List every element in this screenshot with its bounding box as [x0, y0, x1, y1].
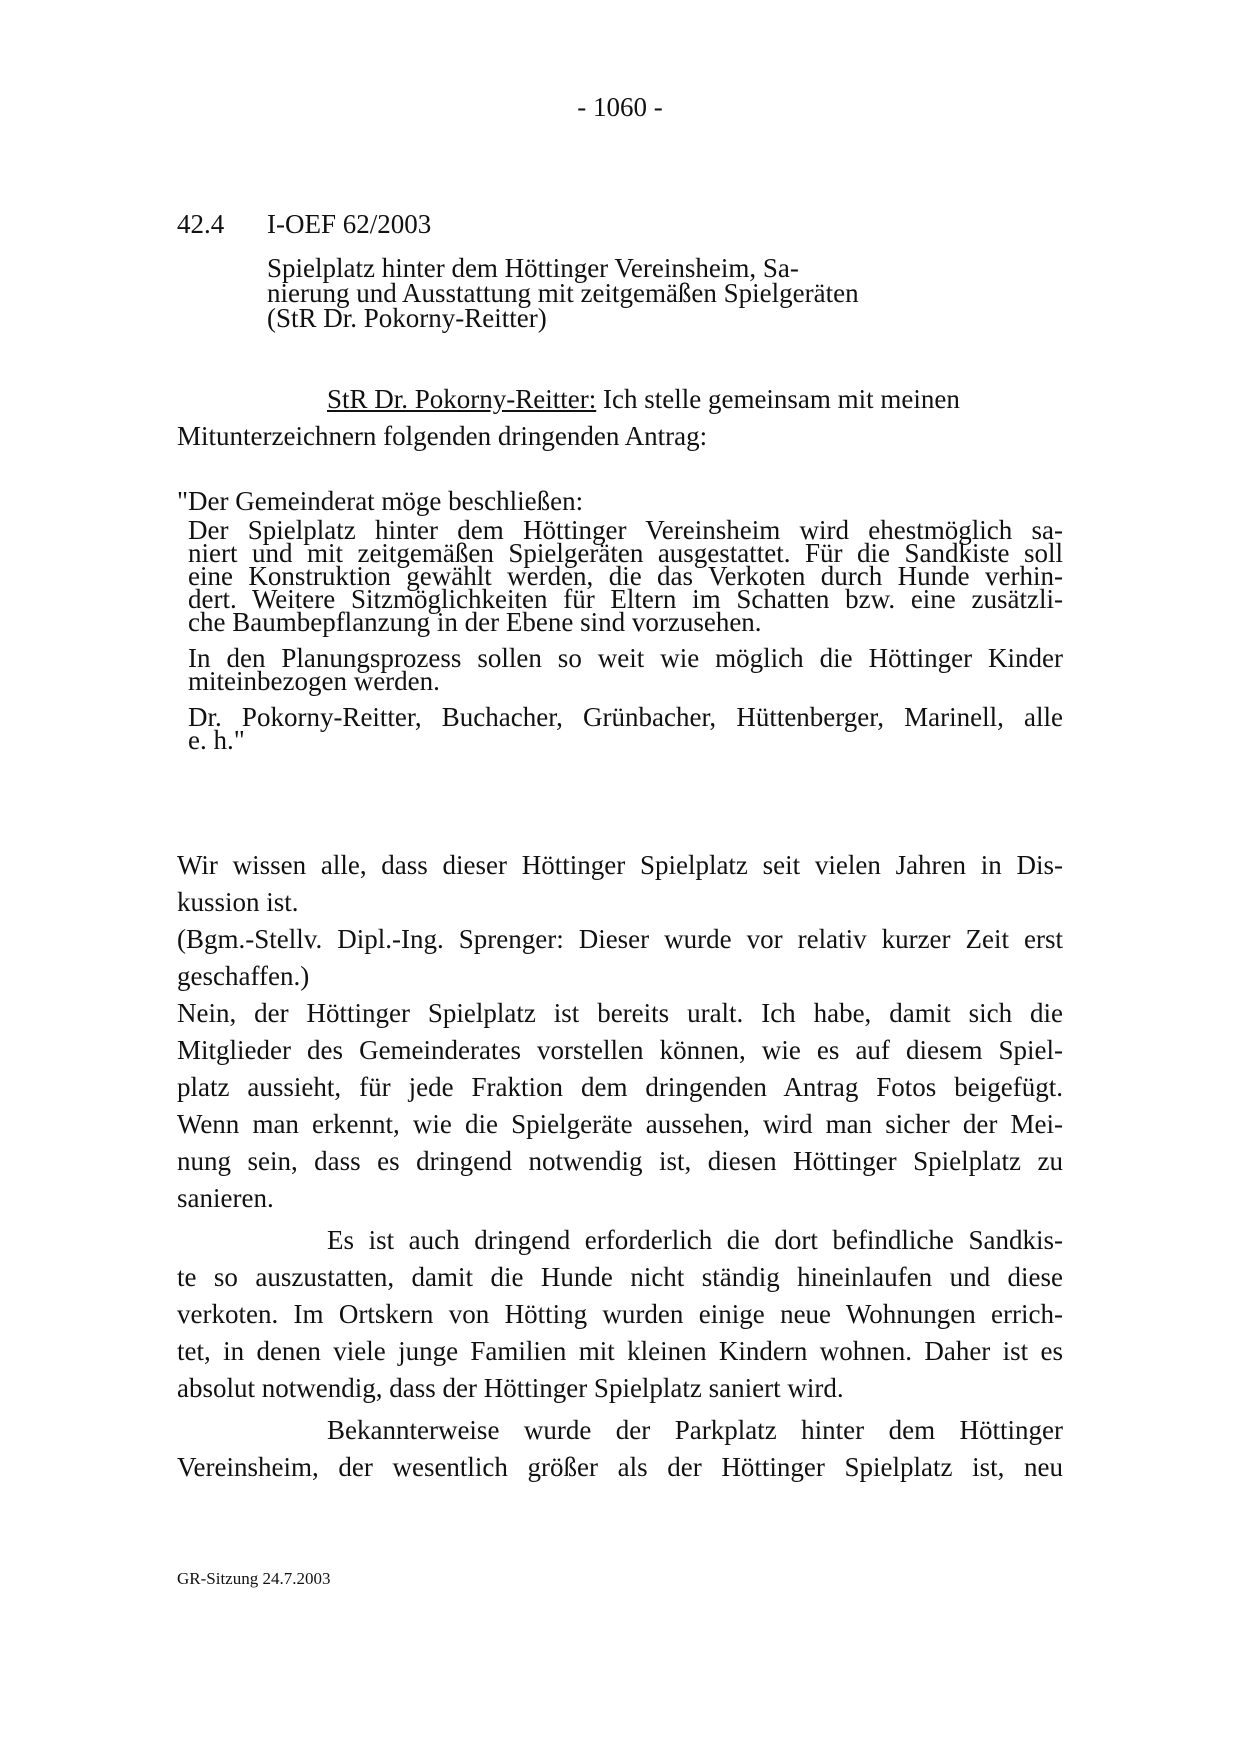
body-line: Mitglieder des Gemeinderates vorstellen können, wie es auf diesem Spiel-	[177, 1035, 1063, 1065]
motion-paragraph	[188, 643, 1063, 696]
motion-text	[188, 515, 1063, 765]
agenda-item-number: 42.4	[177, 209, 225, 239]
body-line: Wenn man erkennt, wie die Spielgeräte aussehen, wird man sicher der Mei-	[177, 1109, 1063, 1139]
body-line: nung sein, dass es dringend notwendig ist, diesen Höttinger Spielplatz zu	[177, 1146, 1063, 1176]
motion-paragraph	[188, 515, 1063, 637]
motion-line: miteinbezogen werden.	[188, 666, 440, 696]
motion-line: dert. Weitere Sitzmöglichkeiten für Eltern im Schatten bzw. eine zusätzli-	[188, 584, 1063, 614]
title-line: nierung und Ausstattung mit zeitgemäßen Spielgeräten	[267, 278, 859, 308]
motion-signatories	[188, 702, 1063, 755]
speaker-name: StR Dr. Pokorny-Reitter:	[327, 384, 597, 414]
body-line: Wir wissen alle, dass dieser Höttinger Spielplatz seit vielen Jahren in Dis-	[177, 850, 1063, 880]
intro-text: Mitunterzeichnern folgenden dringenden Antrag:	[177, 421, 708, 451]
body-line: verkoten. Im Ortskern von Hötting wurden einige neue Wohnungen errich-	[177, 1299, 1063, 1329]
speech-body	[177, 847, 1063, 1486]
motion-line: niert und mit zeitgemäßen Spielgeräten ausgestattet. Für die Sandkiste soll	[188, 538, 1063, 568]
footer-session-date: GR-Sitzung 24.7.2003	[177, 1569, 331, 1588]
body-line: Es ist auch dringend erforderlich die dort befindliche Sandkis-	[327, 1225, 1063, 1255]
body-line: kussion ist.	[177, 887, 299, 917]
page-number: - 1060 -	[577, 92, 663, 122]
body-line: absolut notwendig, dass der Höttinger Spielplatz saniert wird.	[177, 1373, 844, 1403]
motion-line: Dr. Pokorny-Reitter, Buchacher, Grünbacher, Hüttenberger, Marinell, alle	[188, 702, 1063, 732]
motion-line: e. h."	[188, 725, 245, 755]
body-line: te so auszustatten, damit die Hunde nicht ständig hineinlaufen und diese	[177, 1262, 1063, 1292]
speaker-intro	[177, 381, 1063, 455]
body-line: platz aussieht, für jede Fraktion dem dringenden Antrag Fotos beigefügt.	[177, 1072, 1063, 1102]
body-line: Vereinsheim, der wesentlich größer als der Höttinger Spielplatz ist, neu	[177, 1452, 1063, 1482]
agenda-item-code: I-OEF 62/2003	[267, 209, 432, 239]
motion-opening: "Der Gemeinderat möge beschließen:	[177, 486, 584, 516]
motion-line: eine Konstruktion gewählt werden, die das Verkoten durch Hunde verhin-	[188, 561, 1063, 591]
body-line: Nein, der Höttinger Spielplatz ist bereits uralt. Ich habe, damit sich die	[177, 998, 1063, 1028]
body-line: sanieren.	[177, 1183, 274, 1213]
body-line: Bekannterweise wurde der Parkplatz hinter dem Höttinger	[327, 1415, 1063, 1445]
title-line: Spielplatz hinter dem Höttinger Vereinsheim, Sa-	[267, 253, 799, 283]
motion-line: che Baumbepflanzung in der Ebene sind vorzusehen.	[188, 607, 762, 637]
body-line: tet, in denen viele junge Familien mit kleinen Kindern wohnen. Daher ist es	[177, 1336, 1063, 1366]
title-line: (StR Dr. Pokorny-Reitter)	[267, 303, 547, 333]
intro-text: Ich stelle gemeinsam mit meinen	[596, 384, 960, 414]
interjection-line: geschaffen.)	[177, 961, 310, 991]
motion-line: In den Planungsprozess sollen so weit wie möglich die Höttinger Kinder	[188, 643, 1063, 673]
agenda-item-title	[267, 253, 987, 333]
agenda-item-heading	[177, 209, 431, 239]
interjection-line: (Bgm.-Stellv. Dipl.-Ing. Sprenger: Dieser wurde vor relativ kurzer Zeit erst	[177, 924, 1063, 954]
motion-line: Der Spielplatz hinter dem Höttinger Vereinsheim wird ehestmöglich sa-	[188, 515, 1063, 545]
